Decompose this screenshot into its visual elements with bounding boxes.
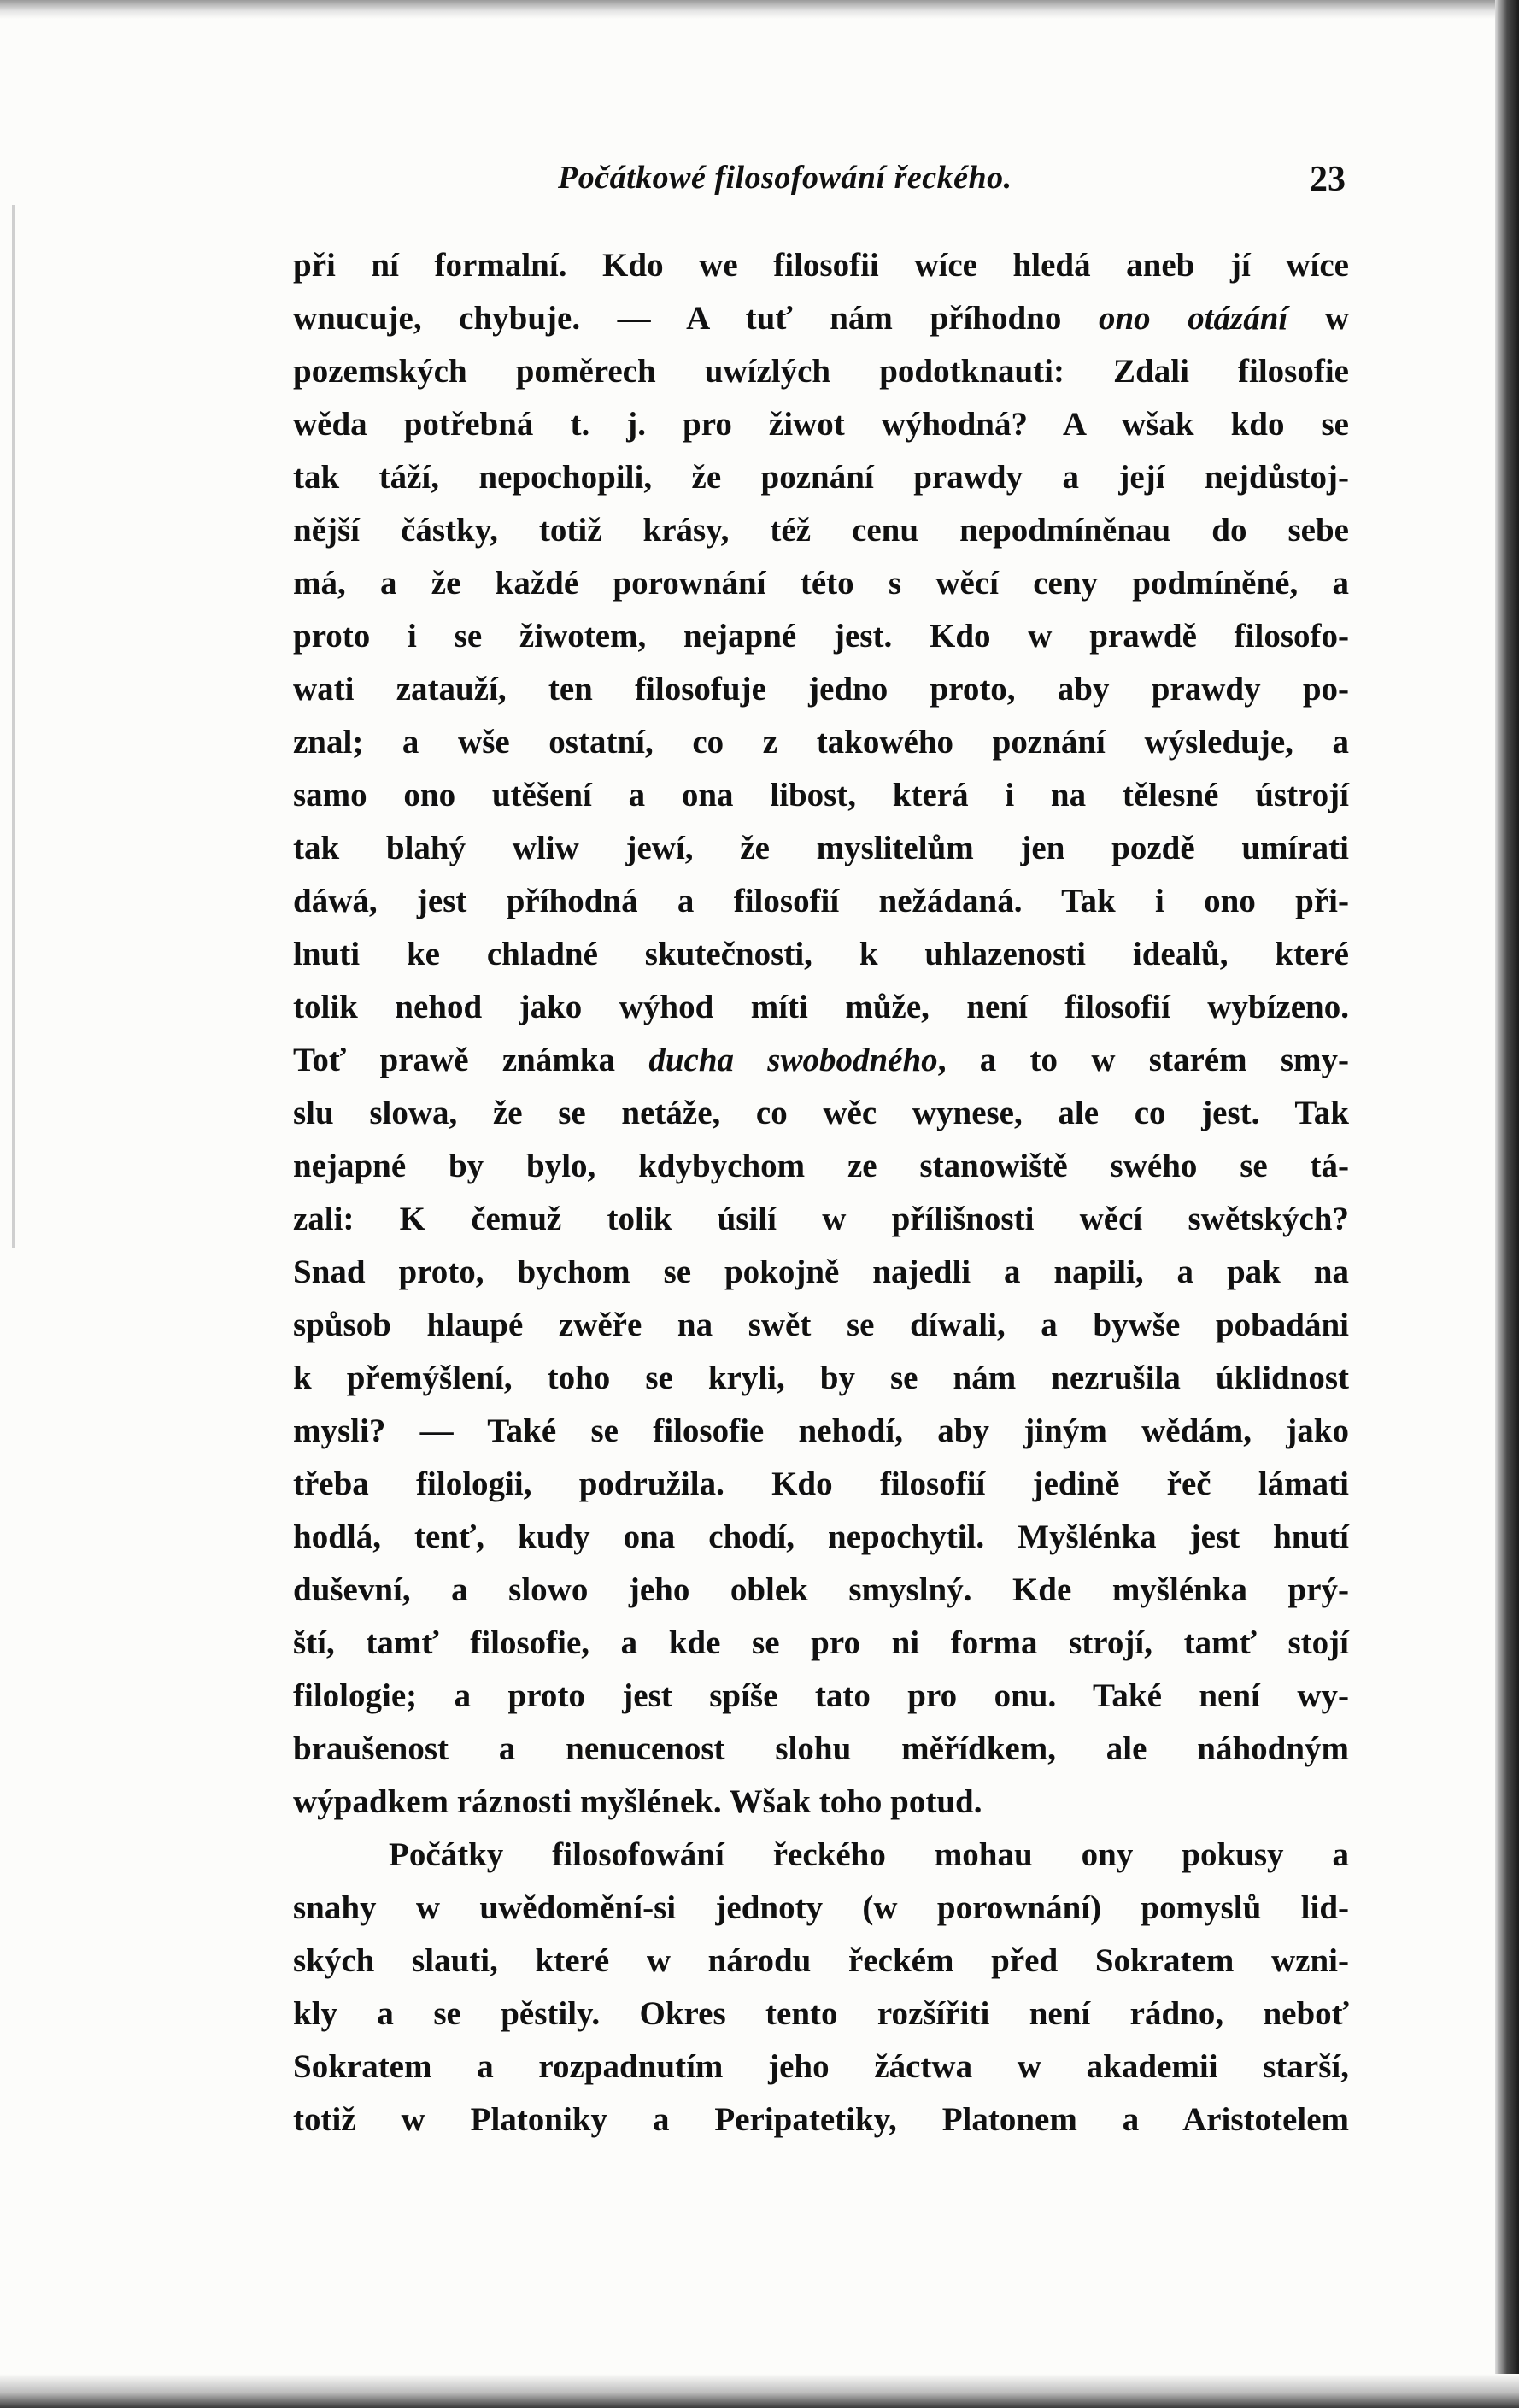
text-line: wati zatauží, ten filosofuje jedno proto, aby prawdy po- <box>293 671 1349 708</box>
text-line: nejapné by bylo, kdybychom ze stanowiště swého se tá- <box>293 1148 1349 1184</box>
text-line: samo ono utěšení a ona libost, která i na tělesné ústrojí <box>293 777 1349 813</box>
text-line: nější částky, totiž krásy, též cenu nepodmíněnau do sebe <box>293 512 1349 549</box>
text-line <box>293 292 1349 345</box>
text-line: filologie; a proto jest spíše tato pro onu. Také není wy- <box>293 1677 1349 1714</box>
text-line: tak blahý wliw jewí, že myslitelům jen pozdě umírati <box>293 830 1349 866</box>
text-line: k přemýšlení, toho se kryli, by se nám nezrušila úklidnost <box>293 1360 1349 1396</box>
text-segment: w <box>1287 300 1349 337</box>
text-line: třeba filologii, podružila. Kdo filosofií jedině řeč lámati <box>293 1465 1349 1502</box>
italic-emphasis: ducha swobodného <box>648 1042 938 1078</box>
text-line: tolik nehod jako wýhod míti může, není filosofií wybízeno. <box>293 989 1349 1025</box>
text-line: braušenost a nenucenost slohu měřídkem, ale náhodným <box>293 1730 1349 1767</box>
scan-edge-right <box>1495 0 1519 2408</box>
page-header <box>293 159 1346 210</box>
text-line: duševní, a slowo jeho oblek smyslný. Kde myšlénka prý- <box>293 1571 1349 1608</box>
text-line <box>293 1034 1349 1087</box>
paragraph-end-line: wýpadkem ráznosti myšlének. Wšak toho potud. <box>293 1783 982 1820</box>
text-line: při ní formalní. Kdo we filosofii wíce hledá aneb jí wíce <box>293 247 1349 284</box>
text-line: kly a se pěstily. Okres tento rozšířiti není rádno, neboť <box>293 1995 1349 2032</box>
text-line: wěda potřebná t. j. pro žiwot wýhodná? A wšak kdo se <box>293 406 1349 443</box>
text-line: zali: K čemuž tolik úsilí w přílišnosti wěcí swětských? <box>293 1201 1349 1237</box>
text-line: hodlá, tenť, kudy ona chodí, nepochytil. Myšlénka jest hnutí <box>293 1518 1349 1555</box>
paragraph-start-line: Počátky filosofowání řeckého mohau ony pokusy a <box>389 1836 1349 1873</box>
text-line: ských slauti, které w národu řeckém před Sokratem wzni- <box>293 1942 1349 1979</box>
text-line: spůsob hlaupé zwěře na swět se díwali, a bywše pobadáni <box>293 1307 1349 1343</box>
body-text <box>293 239 1349 2147</box>
scan-edge-bottom <box>0 2374 1519 2408</box>
text-line: lnuti ke chladné skutečnosti, k uhlazenosti idealů, které <box>293 936 1349 972</box>
text-line: má, a že každé porownání této s wěcí ceny podmíněné, a <box>293 565 1349 602</box>
text-line: pozemských poměrech uwízlých podotknauti: Zdali filosofie <box>293 353 1349 390</box>
scan-edge-top <box>0 0 1519 19</box>
text-line: slu slowa, že se netáže, co wěc wynese, ale co jest. Tak <box>293 1095 1349 1131</box>
text-line: proto i se žiwotem, nejapné jest. Kdo w prawdě filosofo- <box>293 618 1349 655</box>
text-line: ští, tamť filosofie, a kde se pro ni forma strojí, tamť stojí <box>293 1624 1349 1661</box>
text-line: tak táží, nepochopili, že poznání prawdy a její nejdůstoj- <box>293 459 1349 496</box>
text-line: Snad proto, bychom se pokojně najedli a napili, a pak na <box>293 1254 1349 1290</box>
text-line: znal; a wše ostatní, co z takowého poznání wýsleduje, a <box>293 724 1349 761</box>
running-title: Počátkowé filosofowání řeckého. <box>558 160 1012 196</box>
italic-emphasis: ono otázání <box>1098 300 1288 337</box>
text-line: Sokratem a rozpadnutím jeho žáctwa w akademii starší, <box>293 2048 1349 2085</box>
text-line: dáwá, jest příhodná a filosofií nežádaná. Tak i ono při- <box>293 883 1349 919</box>
text-line: snahy w uwědomění-si jednoty (w porownání) pomyslů lid- <box>293 1889 1349 1926</box>
text-line: totiž w Platoniky a Peripatetiky, Platonem a Aristotelem <box>293 2101 1349 2138</box>
page-number: 23 <box>1310 160 1346 199</box>
scan-edge-left <box>12 205 15 1248</box>
text-line: mysli? — Také se filosofie nehodí, aby jiným wědám, jako <box>293 1412 1349 1449</box>
text-segment: , a to w starém smy- <box>937 1042 1350 1078</box>
text-segment: wnucuje, chybuje. — A tuť nám příhodno <box>293 300 1099 337</box>
text-segment: Toť prawě známka <box>293 1042 649 1078</box>
